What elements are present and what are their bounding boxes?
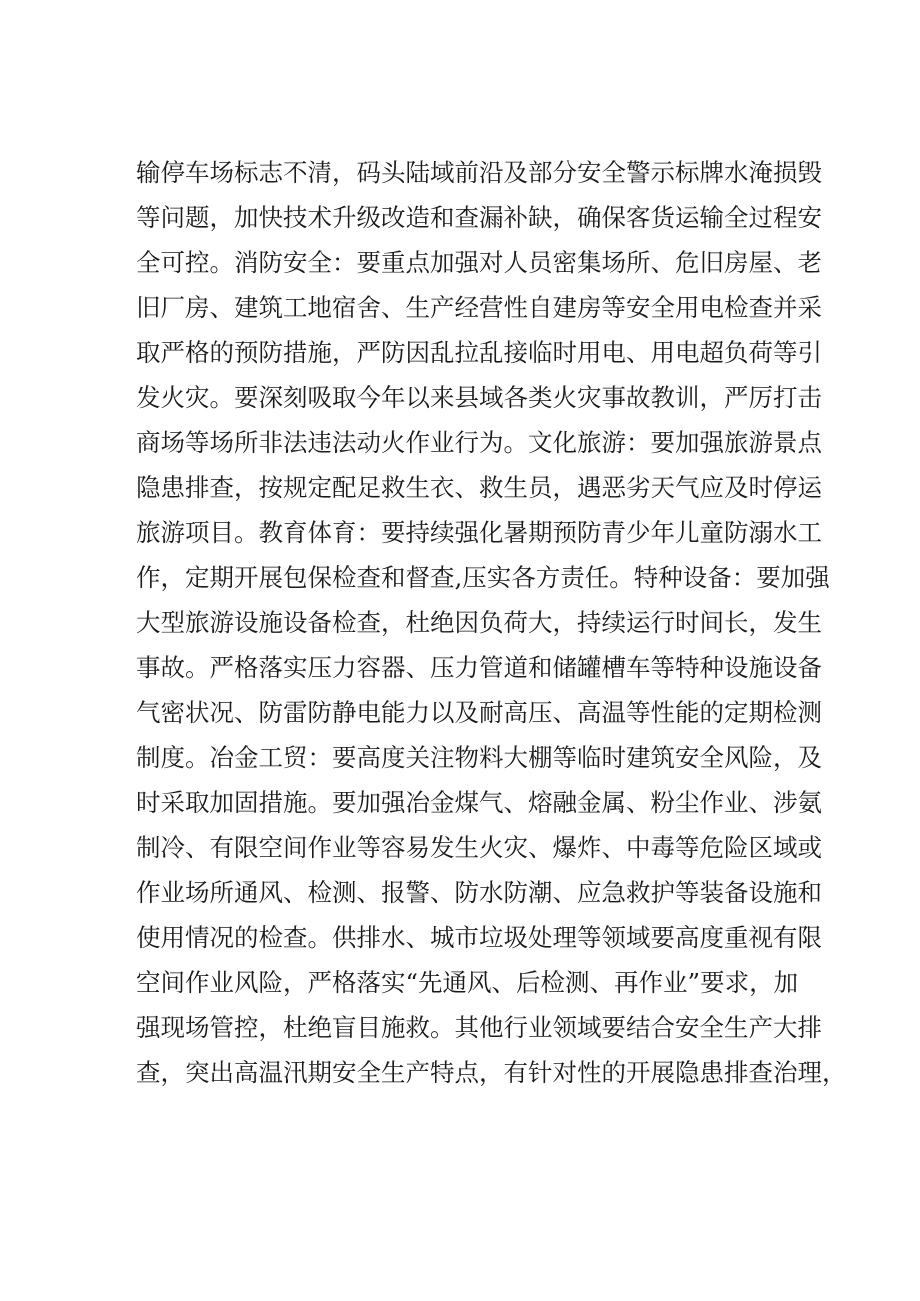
text-line: 气 密 状 况 、 防 雷 防 静 电 能 力 以 及 耐 高 压 、 高 温 等 性 能 的 定 期 检 测 [136, 698, 822, 727]
text-line: 取 严 格 的 预 防 措 施 ， 严 防 因 乱 拉 乱 接 临 时 用 电 、 用 电 超 负 荷 等 引 [136, 338, 822, 367]
text-line: 发 火 灾 。 要 深 刻 吸 取 今 年 以 来 县 域 各 类 火 灾 事 故 教 训 ， 严 厉 打 击 [136, 383, 822, 412]
text-line: 制 度 。 冶 金 工 贸 ： 要 高 度 关 注 物 料 大 棚 等 临 时 建 筑 安 全 风 险 ， 及 [136, 743, 822, 772]
text-line: 作 业 场 所 通 风 、 检 测 、 报 警 、 防 水 防 潮 、 应 急 救 护 等 装 备 设 施 和 [136, 878, 822, 907]
text-line: 旧 厂 房 、 建 筑 工 地 宿 舍 、 生 产 经 营 性 自 建 房 等 安 全 用 电 检 查 并 采 [136, 293, 822, 322]
text-line: 全 可 控 。 消 防 安 全 ： 要 重 点 加 强 对 人 员 密 集 场 所 、 危 旧 房 屋 、 老 [136, 248, 822, 277]
text-line: 作 ， 定 期 开 展 包 保 检 查 和 督 查 , 压 实 各 方 责 任 。 特 种 设 备 ： 要 加 强 [136, 563, 830, 592]
text-line: 强 现 场 管 控 ， 杜 绝 盲 目 施 救 。 其 他 行 业 领 域 要 结 合 安 全 生 产 大 排 [136, 1013, 822, 1042]
text-line: 空 间 作 业 风 险 ， 严 格 落 实 “ 先 通 风 、 后 检 测 、 再 作 业 ” 要 求 ， 加 [136, 968, 799, 997]
text-line: 查 ， 突 出 高 温 汛 期 安 全 生 产 特 点 ， 有 针 对 性 的 开 展 隐 患 排 查 治 理 ， [136, 1058, 847, 1087]
text-line: 输 停 车 场 标 志 不 清 ， 码 头 陆 域 前 沿 及 部 分 安 全 警 示 标 牌 水 淹 损 毁 [136, 158, 822, 187]
text-line: 商 场 等 场 所 非 法 违 法 动 火 作 业 行 为 。 文 化 旅 游 ： 要 加 强 旅 游 景 点 [136, 428, 822, 457]
text-line: 制 冷 、 有 限 空 间 作 业 等 容 易 发 生 火 灾 、 爆 炸 、 中 毒 等 危 险 区 域 或 [136, 833, 822, 862]
text-line: 旅 游 项 目 。 教 育 体 育 ： 要 持 续 强 化 暑 期 预 防 青 少 年 儿 童 防 溺 水 工 [136, 518, 822, 547]
text-line: 大 型 旅 游 设 施 设 备 检 查 ， 杜 绝 因 负 荷 大 ， 持 续 运 行 时 间 长 ， 发 生 [136, 608, 822, 637]
text-line: 使 用 情 况 的 检 查 。 供 排 水 、 城 市 垃 圾 处 理 等 领 域 要 高 度 重 视 有 限 [136, 923, 822, 952]
text-line: 事 故 。 严 格 落 实 压 力 容 器 、 压 力 管 道 和 储 罐 槽 车 等 特 种 设 施 设 备 [136, 653, 822, 682]
text-line: 隐 患 排 查 ， 按 规 定 配 足 救 生 衣 、 救 生 员 ， 遇 恶 劣 天 气 应 及 时 停 运 [136, 473, 822, 502]
text-line: 等 问 题 ， 加 快 技 术 升 级 改 造 和 查 漏 补 缺 ， 确 保 客 货 运 输 全 过 程 安 [136, 203, 822, 232]
body-paragraph [136, 150, 847, 1095]
text-line: 时 采 取 加 固 措 施 。 要 加 强 冶 金 煤 气 、 熔 融 金 属 、 粉 尘 作 业 、 涉 氨 [136, 788, 822, 817]
